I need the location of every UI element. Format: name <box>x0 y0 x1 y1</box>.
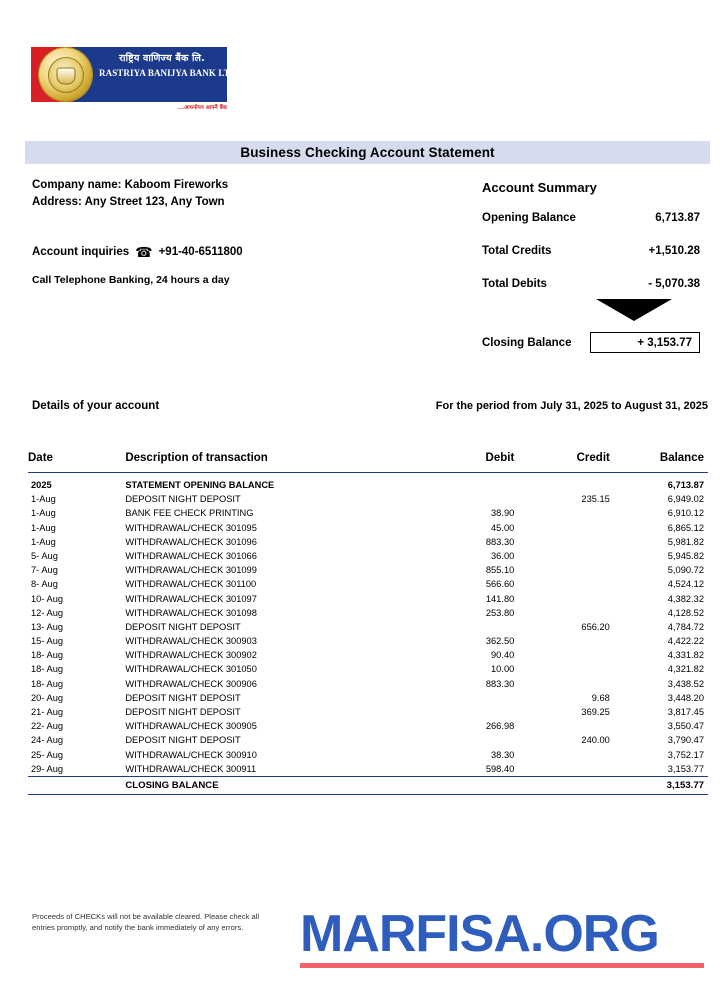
cell-date: 5- Aug <box>31 550 58 561</box>
cell-balance: 3,153.77 <box>616 776 708 794</box>
cell-credit <box>520 506 616 520</box>
table-row <box>28 492 708 506</box>
table-row <box>28 733 708 747</box>
cell-balance: 4,331.82 <box>667 650 704 661</box>
cell-credit <box>520 719 616 733</box>
cell-description: BANK FEE CHECK PRINTING <box>125 508 254 519</box>
page-title: Business Checking Account Statement <box>240 145 495 160</box>
table-row <box>28 691 708 705</box>
cell-description: DEPOSIT NIGHT DEPOSIT <box>125 692 241 703</box>
cell-debit: 883.30 <box>485 536 515 547</box>
cell-balance: 5,945.82 <box>667 550 704 561</box>
bank-name-devanagari: राष्ट्रिय वाणिज्य बैंक लि. <box>119 53 205 64</box>
summary-row-total-credits <box>482 245 700 257</box>
cell-credit: 9.68 <box>591 692 610 703</box>
cell-debit <box>419 691 520 705</box>
cell-balance: 6,910.12 <box>667 508 704 519</box>
summary-row-opening-balance <box>482 212 700 224</box>
summary-row-closing-balance <box>482 332 700 353</box>
company-name-line: Company name: Kaboom Fireworks <box>32 179 229 191</box>
table-row <box>28 563 708 577</box>
telephone-banking-note: Call Telephone Banking, 24 hours a day <box>32 274 230 286</box>
summary-value: - 5,070.38 <box>648 278 700 290</box>
bank-logo <box>31 47 239 111</box>
cell-debit <box>419 620 520 634</box>
watermark-underline <box>300 963 704 968</box>
cell-date: 10- Aug <box>31 593 64 604</box>
cell-credit <box>520 677 616 691</box>
column-header-debit: Debit <box>419 452 520 473</box>
cell-description: WITHDRAWAL/CHECK 300903 <box>125 636 257 647</box>
cell-balance: 3,448.20 <box>667 692 704 703</box>
table-row <box>28 549 708 563</box>
summary-row-total-debits <box>482 278 700 290</box>
table-row <box>28 473 708 493</box>
cell-credit <box>520 549 616 563</box>
cell-debit: 38.90 <box>491 508 515 519</box>
cell-debit: 141.80 <box>485 593 515 604</box>
cell-credit <box>520 634 616 648</box>
cell-date: 13- Aug <box>31 621 64 632</box>
cell-description: DEPOSIT NIGHT DEPOSIT <box>125 707 241 717</box>
account-summary-heading: Account Summary <box>482 180 597 195</box>
cell-debit: 45.00 <box>491 522 515 533</box>
down-arrow-icon <box>596 299 672 321</box>
column-header-balance: Balance <box>616 452 708 473</box>
cell-balance: 6,713.87 <box>667 480 704 490</box>
company-address-line: Address: Any Street 123, Any Town <box>32 195 225 208</box>
cell-date: 7- Aug <box>31 565 58 576</box>
account-summary <box>482 180 700 349</box>
cell-debit: 90.40 <box>491 650 515 661</box>
cell-credit: 240.00 <box>581 735 610 746</box>
statement-title-bar <box>25 141 710 164</box>
cell-description: STATEMENT OPENING BALANCE <box>125 480 275 490</box>
table-row <box>28 620 708 634</box>
table-row <box>28 577 708 591</box>
summary-label: Total Credits <box>482 245 552 257</box>
table-row <box>28 634 708 648</box>
cell-credit <box>520 606 616 620</box>
cell-balance: 3,790.47 <box>667 735 704 746</box>
bank-name-block <box>99 53 239 79</box>
cell-description: DEPOSIT NIGHT DEPOSIT <box>125 735 241 746</box>
cell-balance: 3,550.47 <box>667 721 704 732</box>
bank-seal-icon <box>39 48 92 101</box>
cell-balance: 3,153.77 <box>667 763 704 774</box>
cell-date: 1-Aug <box>31 494 56 505</box>
cell-debit: 598.40 <box>485 763 515 774</box>
cell-debit <box>419 705 520 719</box>
account-inquiries-phone: +91-40-6511800 <box>158 246 243 258</box>
cell-description: WITHDRAWAL/CHECK 300902 <box>125 650 257 661</box>
cell-description: WITHDRAWAL/CHECK 301097 <box>125 593 257 604</box>
table-row <box>28 762 708 777</box>
cell-description: CLOSING BALANCE <box>125 776 419 794</box>
cell-balance: 4,784.72 <box>667 621 704 632</box>
cell-credit: 369.25 <box>581 707 610 717</box>
cell-date: 20- Aug <box>31 692 64 703</box>
cell-debit: 38.30 <box>491 749 515 760</box>
bank-seal-inner-ring <box>48 57 84 93</box>
details-header <box>32 400 708 412</box>
transactions-table <box>28 452 708 795</box>
cell-date: 15- Aug <box>31 636 64 647</box>
table-row <box>28 520 708 534</box>
cell-description: WITHDRAWAL/CHECK 300911 <box>125 763 257 774</box>
cell-description: WITHDRAWAL/CHECK 301066 <box>125 550 257 561</box>
cell-debit: 36.00 <box>491 550 515 561</box>
cell-debit: 253.80 <box>485 607 515 618</box>
cell-date: 25- Aug <box>31 749 64 760</box>
cell-debit <box>419 776 520 794</box>
summary-label: Total Debits <box>482 278 547 290</box>
cell-balance: 3,438.52 <box>667 678 704 689</box>
cell-description: WITHDRAWAL/CHECK 300906 <box>125 678 257 689</box>
cell-date <box>28 776 125 794</box>
account-inquiries-label: Account inquiries <box>32 246 130 258</box>
cell-credit <box>520 577 616 591</box>
column-header-description: Description of transaction <box>125 452 419 473</box>
closing-balance-value: + 3,153.77 <box>590 332 700 353</box>
bank-tagline: ...आफ्नोपन आफ्नै बैंक <box>177 105 227 111</box>
cell-debit: 566.60 <box>485 579 515 590</box>
cell-date: 1-Aug <box>31 522 56 533</box>
cell-credit <box>520 762 616 777</box>
cell-credit <box>520 776 616 794</box>
cell-balance: 4,128.52 <box>667 607 704 618</box>
bank-seal-crest <box>56 67 75 84</box>
cell-date: 22- Aug <box>31 721 64 732</box>
closing-balance-label: Closing Balance <box>482 336 572 349</box>
cell-balance: 4,382.32 <box>667 593 704 604</box>
cell-balance: 3,752.17 <box>667 749 704 760</box>
cell-balance: 4,422.22 <box>667 636 704 647</box>
statement-period: For the period from July 31, 2025 to August 31, 2025 <box>435 400 708 412</box>
cell-debit: 10.00 <box>491 664 515 675</box>
cell-description: DEPOSIT NIGHT DEPOSIT <box>125 621 241 632</box>
cell-balance: 3,817.45 <box>667 707 704 717</box>
cell-date: 18- Aug <box>31 650 64 661</box>
table-row <box>28 606 708 620</box>
cell-debit <box>419 473 520 493</box>
details-heading: Details of your account <box>32 400 160 412</box>
cell-credit <box>520 535 616 549</box>
cell-debit: 266.98 <box>485 721 515 732</box>
summary-value: 6,713.87 <box>655 212 700 224</box>
cell-credit <box>520 473 616 493</box>
closing-balance-row <box>28 776 708 794</box>
cell-date: 1-Aug <box>31 508 56 519</box>
cell-description: WITHDRAWAL/CHECK 301099 <box>125 565 257 576</box>
table-row <box>28 535 708 549</box>
cell-description: WITHDRAWAL/CHECK 300910 <box>125 749 257 760</box>
table-row <box>28 705 708 719</box>
cell-date: 21- Aug <box>31 707 64 717</box>
cell-date: 18- Aug <box>31 678 64 689</box>
cell-credit <box>520 520 616 534</box>
cell-date: 24- Aug <box>31 735 64 746</box>
cell-credit <box>520 662 616 676</box>
summary-value: +1,510.28 <box>648 245 700 257</box>
bank-name-english: RASTRIYA BANIJYA BANK LTD. <box>99 67 239 78</box>
cell-debit: 855.10 <box>485 565 515 576</box>
cell-date: 12- Aug <box>31 607 64 618</box>
table-row <box>28 662 708 676</box>
cell-description: WITHDRAWAL/CHECK 301095 <box>125 522 257 533</box>
cell-balance: 6,949.02 <box>667 494 704 505</box>
cell-date: 2025 <box>31 480 52 490</box>
cell-balance: 6,865.12 <box>667 522 704 533</box>
cell-description: DEPOSIT NIGHT DEPOSIT <box>125 494 241 505</box>
cell-description: WITHDRAWAL/CHECK 301050 <box>125 664 257 675</box>
cell-balance: 5,981.82 <box>667 536 704 547</box>
cell-description: WITHDRAWAL/CHECK 301100 <box>125 579 257 590</box>
cell-description: WITHDRAWAL/CHECK 301098 <box>125 607 257 618</box>
column-header-date: Date <box>28 452 125 473</box>
customer-info <box>32 178 432 210</box>
cell-credit <box>520 747 616 761</box>
table-row <box>28 677 708 691</box>
cell-date: 29- Aug <box>31 763 64 774</box>
transactions-table-body <box>28 473 708 795</box>
cell-debit <box>419 733 520 747</box>
table-row <box>28 747 708 761</box>
cell-credit: 235.15 <box>581 494 610 505</box>
table-row <box>28 506 708 520</box>
footer-disclaimer: Proceeds of CHECKs will not be available cleared. Please check all entries promptly, and notify the bank immediately of any errors. <box>32 912 260 932</box>
cell-description: WITHDRAWAL/CHECK 301096 <box>125 536 257 547</box>
table-row <box>28 591 708 605</box>
watermark <box>300 905 704 968</box>
cell-date: 8- Aug <box>31 579 58 590</box>
cell-balance: 4,524.12 <box>667 579 704 590</box>
summary-label: Opening Balance <box>482 212 576 224</box>
telephone-icon: ☎ <box>135 245 153 261</box>
cell-description: WITHDRAWAL/CHECK 300905 <box>125 721 257 732</box>
cell-debit: 883.30 <box>485 678 515 689</box>
table-row <box>28 648 708 662</box>
cell-date: 18- Aug <box>31 664 64 675</box>
cell-balance: 5,090.72 <box>667 565 704 576</box>
cell-credit: 656.20 <box>581 621 610 632</box>
account-inquiries <box>32 245 243 259</box>
watermark-text: MARFISA.ORG <box>300 905 659 963</box>
cell-credit <box>520 591 616 605</box>
cell-date: 1-Aug <box>31 536 56 547</box>
cell-credit <box>520 563 616 577</box>
cell-credit <box>520 648 616 662</box>
table-header-row <box>28 452 708 473</box>
column-header-credit: Credit <box>520 452 616 473</box>
table-row <box>28 719 708 733</box>
cell-balance: 4,321.82 <box>667 664 704 675</box>
transactions-table-head <box>28 452 708 473</box>
cell-debit: 362.50 <box>485 636 515 647</box>
cell-debit <box>419 492 520 506</box>
